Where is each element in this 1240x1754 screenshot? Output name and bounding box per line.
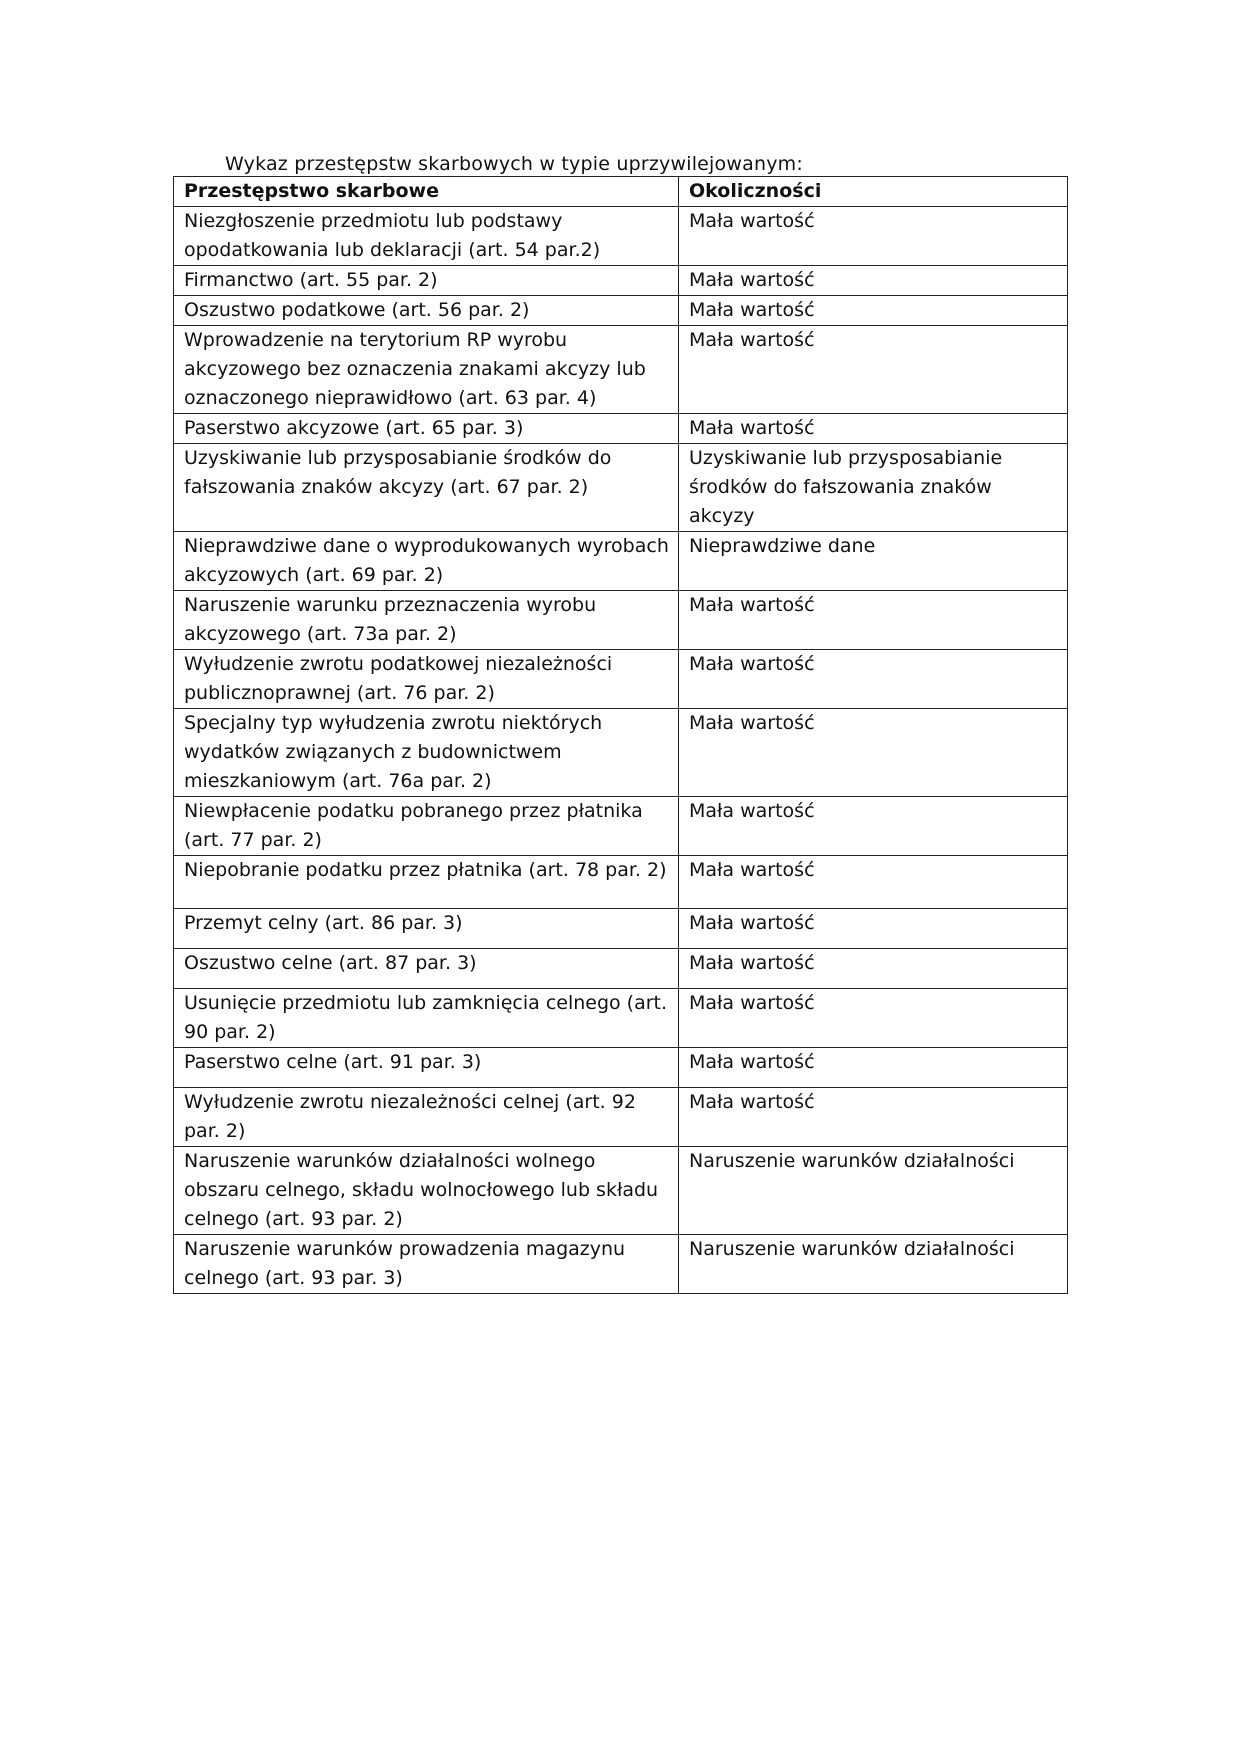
circumstance-cell: Naruszenie warunków działalności: [679, 1147, 1068, 1235]
offense-cell: Wyłudzenie zwrotu niezależności celnej (art. 92 par. 2): [174, 1088, 679, 1147]
table-row: [174, 949, 1068, 989]
circumstance-cell: Mała wartość: [679, 949, 1068, 989]
offense-cell: Uzyskiwanie lub przysposabianie środków do fałszowania znaków akcyzy (art. 67 par. 2): [174, 444, 679, 532]
table-row: [174, 1088, 1068, 1147]
table-row: [174, 296, 1068, 326]
offense-cell: Niewpłacenie podatku pobranego przez płatnika (art. 77 par. 2): [174, 797, 679, 856]
circumstance-cell: Mała wartość: [679, 1088, 1068, 1147]
circumstance-cell: Mała wartość: [679, 856, 1068, 909]
table-header-row: [174, 177, 1068, 207]
offense-cell: Oszustwo celne (art. 87 par. 3): [174, 949, 679, 989]
offense-cell: Wyłudzenie zwrotu podatkowej niezależności publicznoprawnej (art. 76 par. 2): [174, 650, 679, 709]
offense-cell: Usunięcie przedmiotu lub zamknięcia celnego (art. 90 par. 2): [174, 989, 679, 1048]
table-row: [174, 856, 1068, 909]
offenses-table: [173, 176, 1068, 1294]
offense-cell: Naruszenie warunków prowadzenia magazynu celnego (art. 93 par. 3): [174, 1235, 679, 1294]
table-row: [174, 797, 1068, 856]
table-row: [174, 207, 1068, 266]
table-row: [174, 266, 1068, 296]
header-circumstances: Okoliczności: [679, 177, 1068, 207]
offense-cell: Przemyt celny (art. 86 par. 3): [174, 909, 679, 949]
table-row: [174, 326, 1068, 414]
offense-cell: Wprowadzenie na terytorium RP wyrobu akcyzowego bez oznaczenia znakami akcyzy lub oznaczonego nieprawidłowo (art. 63 par. 4): [174, 326, 679, 414]
offense-cell: Niezgłoszenie przedmiotu lub podstawy opodatkowania lub deklaracji (art. 54 par.2): [174, 207, 679, 266]
circumstance-cell: Mała wartość: [679, 709, 1068, 797]
circumstance-cell: Mała wartość: [679, 266, 1068, 296]
table-row: [174, 989, 1068, 1048]
offense-cell: Naruszenie warunków działalności wolnego obszaru celnego, składu wolnocłowego lub składu celnego (art. 93 par. 2): [174, 1147, 679, 1235]
circumstance-cell: Mała wartość: [679, 414, 1068, 444]
offense-cell: Oszustwo podatkowe (art. 56 par. 2): [174, 296, 679, 326]
table-row: [174, 591, 1068, 650]
circumstance-cell: Mała wartość: [679, 650, 1068, 709]
circumstance-cell: Mała wartość: [679, 207, 1068, 266]
circumstance-cell: Mała wartość: [679, 591, 1068, 650]
offense-cell: Specjalny typ wyłudzenia zwrotu niektórych wydatków związanych z budownictwem mieszkaniowym (art. 76a par. 2): [174, 709, 679, 797]
circumstance-cell: Mała wartość: [679, 909, 1068, 949]
table-row: [174, 1048, 1068, 1088]
offense-cell: Naruszenie warunku przeznaczenia wyrobu akcyzowego (art. 73a par. 2): [174, 591, 679, 650]
circumstance-cell: Mała wartość: [679, 989, 1068, 1048]
circumstance-cell: Mała wartość: [679, 1048, 1068, 1088]
table-row: [174, 1147, 1068, 1235]
table-row: [174, 414, 1068, 444]
circumstance-cell: Uzyskiwanie lub przysposabianie środków do fałszowania znaków akcyzy: [679, 444, 1068, 532]
table-row: [174, 532, 1068, 591]
document-title: Wykaz przestępstw skarbowych w typie uprzywilejowanym:: [225, 153, 803, 175]
circumstance-cell: Mała wartość: [679, 296, 1068, 326]
offense-cell: Firmanctwo (art. 55 par. 2): [174, 266, 679, 296]
circumstance-cell: Mała wartość: [679, 326, 1068, 414]
circumstance-cell: Mała wartość: [679, 797, 1068, 856]
offense-cell: Paserstwo akcyzowe (art. 65 par. 3): [174, 414, 679, 444]
offense-cell: Nieprawdziwe dane o wyprodukowanych wyrobach akcyzowych (art. 69 par. 2): [174, 532, 679, 591]
table-row: [174, 650, 1068, 709]
offense-cell: Niepobranie podatku przez płatnika (art. 78 par. 2): [174, 856, 679, 909]
table-row: [174, 909, 1068, 949]
table-row: [174, 1235, 1068, 1294]
header-offense: Przestępstwo skarbowe: [174, 177, 679, 207]
table-row: [174, 709, 1068, 797]
offense-cell: Paserstwo celne (art. 91 par. 3): [174, 1048, 679, 1088]
table-row: [174, 444, 1068, 532]
circumstance-cell: Naruszenie warunków działalności: [679, 1235, 1068, 1294]
circumstance-cell: Nieprawdziwe dane: [679, 532, 1068, 591]
